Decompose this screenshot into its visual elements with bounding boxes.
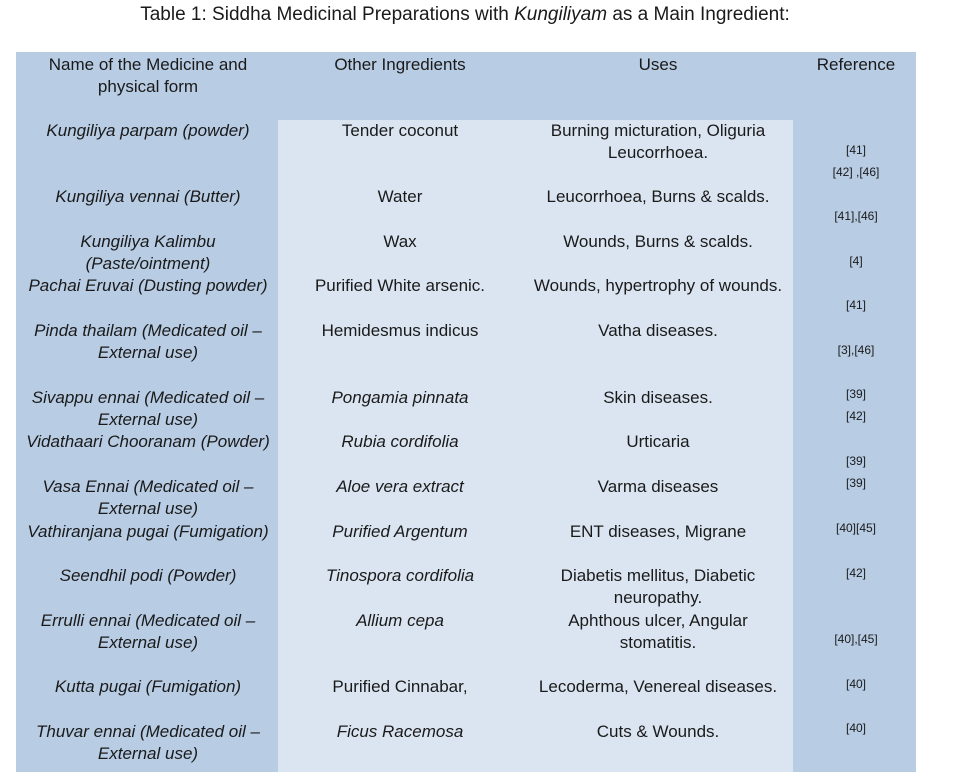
row-ingredients: Tender coconut: [341, 121, 459, 140]
reference-cell: [39]: [845, 454, 866, 468]
row-uses: Leucorrhoea, Burns & scalds.: [546, 187, 770, 206]
reference-cell: [42]: [845, 566, 866, 580]
row-name: Seendhil podi (Powder): [59, 566, 237, 585]
row-uses: Wounds, hypertrophy of wounds.: [533, 276, 783, 295]
row-uses: Cuts & Wounds.: [596, 722, 720, 741]
row-ingredients: Wax: [383, 232, 417, 251]
row-name: Errulli ennai (Medicated oil – External use): [40, 611, 256, 653]
row-name: Vidathaari Chooranam (Powder): [26, 432, 270, 451]
reference-cell: [41]: [845, 298, 866, 312]
row-uses: ENT diseases, Migrane: [569, 522, 747, 541]
reference-cell: [39]: [845, 387, 866, 401]
row-ingredients: Allium cepa: [356, 611, 444, 630]
row-ingredients: Tinospora cordifolia: [325, 566, 475, 585]
row-ingredients: Purified Cinnabar,: [332, 677, 468, 696]
row-name: Kutta pugai (Fumigation): [54, 677, 242, 696]
row-uses: Aphthous ulcer, Angular stomatitis.: [568, 611, 748, 653]
row-uses: Vatha diseases.: [598, 321, 718, 340]
reference-cell: [42] ,[46]: [832, 165, 880, 179]
row-uses: Skin diseases.: [603, 388, 713, 407]
row-uses: Diabetis mellitus, Diabetic neuropathy.: [560, 566, 756, 608]
row-name: Vathiranjana pugai (Fumigation): [27, 522, 269, 541]
row-name: Kungiliya parpam (powder): [46, 121, 250, 140]
row-name: Vasa Ennai (Medicated oil – External use): [42, 477, 254, 519]
reference-cell: [40]: [845, 721, 866, 735]
row-ingredients: Hemidesmus indicus: [321, 321, 479, 340]
reference-cell: [41],[46]: [834, 209, 878, 223]
row-ingredients: Aloe vera extract: [336, 477, 464, 496]
reference-cell: [3],[46]: [837, 343, 875, 357]
row-name: Thuvar ennai (Medicated oil – External use): [36, 722, 260, 764]
reference-cell: [40],[45]: [834, 632, 878, 646]
row-ingredients: Rubia cordifolia: [341, 432, 459, 451]
reference-cell: [42]: [845, 409, 866, 423]
reference-cell: [39]: [845, 476, 866, 490]
row-uses: Wounds, Burns & scalds.: [563, 232, 753, 251]
row-ingredients: Water: [377, 187, 423, 206]
row-ingredients: Ficus Racemosa: [336, 722, 464, 741]
row-name: Kungiliya Kalimbu (Paste/ointment): [80, 232, 216, 274]
row-uses: Varma diseases: [597, 477, 719, 496]
table-title: Table 1: Siddha Medicinal Preparations with Kungiliyam as a Main Ingredient:: [140, 4, 790, 25]
reference-cell: [40]: [845, 677, 866, 691]
row-name: Pinda thailam (Medicated oil – External use): [34, 321, 262, 363]
reference-cell: [4]: [849, 254, 863, 268]
row-name: Sivappu ennai (Medicated oil – External use): [31, 388, 265, 430]
reference-cell: [41]: [845, 143, 866, 157]
row-uses: Urticaria: [626, 432, 690, 451]
reference-cell: [40][45]: [835, 521, 877, 535]
row-ingredients: Pongamia pinnata: [331, 388, 469, 407]
header-uses: Uses: [638, 55, 678, 74]
row-ingredients: Purified Argentum: [332, 522, 468, 541]
row-uses: Burning micturation, Oliguria Leucorrhoea.: [550, 121, 766, 163]
row-name: Kungiliya vennai (Butter): [55, 187, 241, 206]
header-ingredients: Other Ingredients: [334, 55, 466, 74]
row-name: Pachai Eruvai (Dusting powder): [28, 276, 268, 295]
row-ingredients: Purified White arsenic.: [314, 276, 486, 295]
header-name: Name of the Medicine and physical form: [48, 55, 248, 97]
row-uses: Lecoderma, Venereal diseases.: [538, 677, 778, 696]
header-reference: Reference: [816, 55, 896, 74]
